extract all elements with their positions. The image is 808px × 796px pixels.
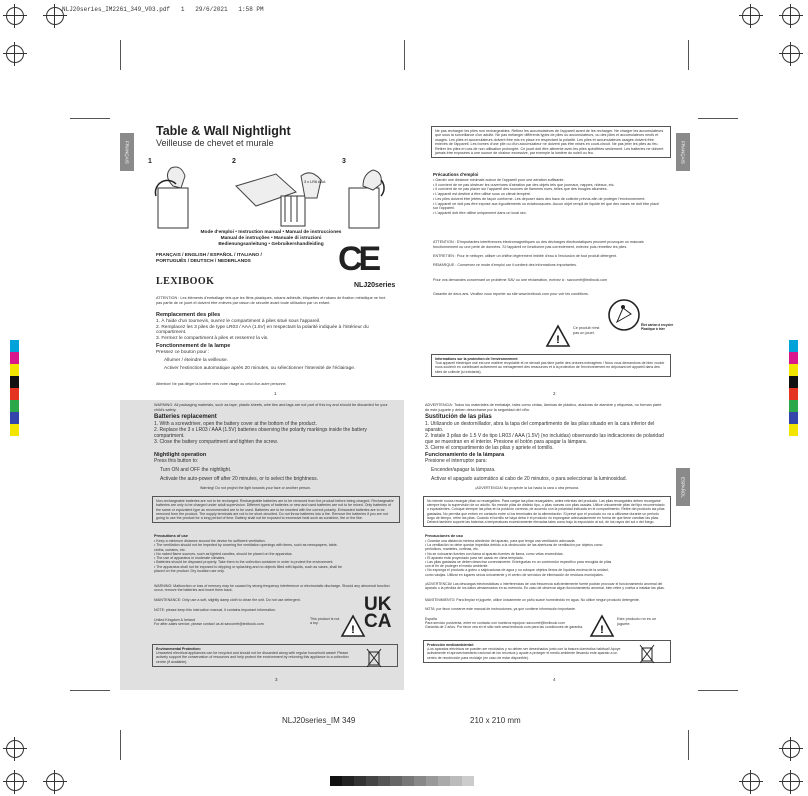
list-item: 2. Remplacez les 3 piles de type LR03 / AAA (1.5V) en respectant la polarité indiquée à l'intérieur du compartiment. [156,324,369,336]
fr-entretien: ENTRETIEN : Pour le nettoyer, utiliser un chiffon légèrement imbibé d'eau à l'exclusion de tout produit détergent. [433,254,617,258]
en-prec-title: Precautions of use [154,534,188,538]
list-item: • The apparatus shall not be exposed to dripping or splashing and no objects filled with liquids, such as vases, shall be placed on the product. Dry location use only. [154,564,342,574]
battery-label: 3 x LR6 AAA [304,180,326,184]
crop-mark [698,690,738,691]
list-item: • Il convient de ne pas placer sur l'appareil des sources de flammes nues, telles que des bougies allumées. [433,187,608,192]
list-item: Encender/apagar la lámpara. [431,467,496,473]
crop-mark [688,40,689,70]
en-battery-box: Non-rechargeable batteries are not to be recharged. Rechargeable batteries are to be removed from the product before being charged. Rechargeable batteries are only to be charged under adult supervision. Different types of batteries or new and used batteries are not to be mixed. Only batteries of the same or equivalent type as recommended are to be used. Batteries are to be inserted with the correct polarity. Exhausted batteries are to be removed from the product. The supply terminals are not to be short-circuited. Do not throw batteries into a fire. Remove the batteries if you are not going to use the product for a long period of time. Battery shall not be exposed to excessive heat such as sunshine, fire or the like. [152,496,400,523]
page-3-en [120,400,404,690]
list-item: 3. Cierre el compartimento de las pilas y apriete el tornillo. [425,445,554,451]
color-bar-right [789,340,798,436]
ukca-mark: UK CA [364,594,392,632]
fr-attention2: ATTENTION : D'importantes interférences électromagnétiques ou des décharges électrostatiques peuvent provoquer un mauvais fonctionnement ou une perte de données. Si l'appareil ne fonctionne pas correctement, enlevez puis remettez les piles. [433,240,644,249]
manual-languages [196,230,346,248]
fr-garantie: Garantie de deux ans. Veuillez vous reporter au site www.lexibook.com pour voir les conditions. [433,292,589,296]
footer-size: 210 x 210 mm [470,716,521,725]
list-item: • L'appareil ne doit pas être exposé aux égouttements ou éclaboussures. Aucun objet rempli de liquide tel que des vases ne doit être placé sur l'appareil. [433,201,660,211]
env-title: Protección medioambiental: [427,643,474,647]
warning-triangle-icon [545,324,571,348]
crop-mark [120,40,121,70]
en-not-toy-text: This product is not a toy. [310,617,340,626]
es-contact: España Para servicio postventa, entre en contacto con nuestros equipos: savcomfr@lexibook.com Garantía de 2 años. Por favor vea en el sitio web www.lexibook.com para las condiciones de garantía. [425,617,584,630]
brand-logo: LEXIBOOK [156,276,215,287]
page-title: Table & Wall Nightlight [156,124,291,138]
registration-mark-t1 [46,7,64,25]
step-number: 1 [148,158,152,165]
fr-recycle-text: Élet carton à recycler Plastique à trier [641,323,674,331]
es-batt-steps [425,421,670,451]
registration-mark-r2 [782,740,800,758]
file-header: NLJ20series_IM2261_349_V03.pdf 1 29/6/2021 1:58 PM [62,6,264,13]
crop-mark [688,730,689,760]
list-item: 2. Instale 3 pilas de 1.5 V de tipo LR03 / AAA (1.5V) (no incluidas) observando las indicaciones de polaridad que se muestran en el interior. Presione el botón para apagar la lámpara. [425,433,664,445]
list-item: 3. Close the battery compartment and tighten the screw. [154,439,278,445]
crop-mark [120,730,121,760]
crop-mark [698,118,738,119]
warning-triangle-icon [340,614,366,638]
env-text: ¡Los aparatos eléctricos se pueden ser reciclados y no deben ser desechados junto con la basura doméstica habitual! Apoye activamente el aprovechamiento racional de los recursos y ayude a proteger el medio ambiente llevando este aparato a un centro de recolección para reciclaje (en caso de estar disponible). [427,647,621,660]
env-text: Unwanted electrical appliances can be recycled and should not be discarded along with regular household waste! Please actively support the conservation of resources and help protect the environment by returning this appliance to a collection centre (if available). [156,651,349,664]
language-list [156,253,262,265]
list-item: 2. Replace the 3 x LR03 / AAA (1.5V) batteries observing the polarity markings inside the battery compartment. [154,427,367,439]
fr-precautions-list [433,178,663,216]
registration-mark-b2 [742,773,760,791]
en-warning2: WARNING: Malfunction or loss of memory may be caused by strong frequency interference or electrostatic discharge. Should any abnormal function occur, remove the batteries and insert them back. [154,584,390,593]
svg-text:!: ! [351,624,355,636]
en-warning-light: Warning! Do not project the light towards your face or another person. [200,486,311,490]
list-item: • L'appareil est destiné à être utilisé sous un climat tempéré. [433,192,532,197]
svg-text:!: ! [556,334,560,346]
es-battery-box: No intente nunca recargar pilas no recargables. Para cargar las pilas recargables, antes retírelas del producto. Las pilas recargables deben recargarse siempre bajo la supervisión de un adulto. No mezcle pilas de distinto tipo, o pilas nuevas con pilas usadas. Utilice únicamente pilas del tipo recomendado o equivalentes. Coloque siempre las pilas en la posición correcta, de acuerdo con la polaridad indicada en el compartimento. Retire del producto las pilas gastadas. No permita que entren en contacto entre sí los terminales de la alimentación. Si prevé que el producto no va a utilizarse durante un periodo largo de tiempo, retire las pilas. Cuando el tornillo se haya deba ir el producto no expóngase adecuadamente en forma de que tiene cambiar las pilas. Deberá también soporte las baterías a temperaturas excesivamente elevadas tales como bajo la exposición al sol, de los rayos del sol o del fuego. [423,496,671,527]
registration-mark-br [782,773,800,791]
fr-precautions-title: Précautions d'emploi [433,172,479,177]
list-item: Allumer / éteindre la veilleuse. [164,358,228,363]
color-bar-left [10,340,19,436]
list-item: • Il convient de ne pas obstruer les ouvertures d'aération par des objets tels que journaux, nappes, rideaux, etc. [433,182,615,187]
fr-contact: Pour vos demandes concernant un problème SAV ou une réclamation, écrivez à : savcomfr@lexibook.com [433,278,608,282]
page-number: 1 [274,391,277,396]
fr-attention-light: Attention! Ne pas diriger la lumière vers votre visage ou celui d'un autre personne. [156,382,287,386]
list-item: Activer l'extinction automatique après 20 minutes, ou sélectionner l'intensité de l'éclairage. [164,366,356,371]
env-title: Informations sur la protection de l'environnement [435,357,518,361]
en-contact: United Kingdom & Ireland For after-sales service, please contact us at savcomfr@lexibook.com [154,618,264,627]
crop-mark [70,118,110,119]
fr-attention: ATTENTION : Les éléments d'emballage tels que les films plastiques, rubans adhésifs, étiquettes et rubans de fixation métallique ne font pas partie de ce jouet et doivent être enlevés par raison de sécurité avant toute utilisation par un enfant. [156,296,386,305]
manual-line: Manual de instruções • Manuale di istruzioni [220,236,322,241]
gray-scale-bar [330,776,474,786]
step-number: 2 [232,158,236,165]
list-item: Activate the auto-power off after 20 minutes, or to select the brightness. [160,476,319,482]
step1-illustration [148,166,208,236]
list-item: • No naked flame sources, such as lighted candles, should be placed on the apparatus. [154,551,293,556]
es-batt-title: Sustitución de las pilas [425,414,492,420]
fr-batt-title: Remplacement des piles [156,312,221,318]
registration-mark-b1 [46,773,64,791]
model-name: NLJ20series [354,282,396,289]
list-item: 1. With a screwdriver, open the battery cover at the bottom of the product. [154,421,317,427]
es-prec-list [425,539,615,577]
en-env-box [152,644,398,667]
registration-mark-tr [782,7,800,25]
fr-batt-steps [156,319,392,341]
registration-mark-t2 [742,7,760,25]
registration-mark-l1 [6,45,24,63]
es-mantenimiento: MANTENIMIENTO: Para limpiar el juguete, utilice únicamente un paño suave humedecido en agua. No utilice ningún producto detergente. [425,598,640,602]
es-prec-title: Precauciones de uso [425,534,463,538]
crop-mark [404,40,405,70]
es-lamp-title: Funcionamiento de la lámpara [425,452,505,458]
en-op-items [160,466,390,484]
weee-bin-icon [366,648,382,668]
step2-illustration [231,166,331,236]
page-number: 4 [553,677,556,682]
list-item: 3. Fermez le compartiment à piles et resserrez la vis. [156,335,269,341]
list-item: Turn ON and OFF the nightlight. [160,467,232,473]
list-item: • The ventilation should not be impeded by covering the ventilation openings with items, such as newspapers, table-cloths, curtains, etc. [154,543,338,552]
en-op-intro: Press this button to: [154,458,199,464]
es-lamp-intro: Presione el interruptor para: [425,458,487,464]
weee-bin-icon [639,644,655,664]
list-item: 1. Utilizando un destornillador, abra la tapa del compartimento de las pilas situado en la cara inferior del aparato. [425,421,655,433]
es-advert: ADVERTENCIA: Todos los materiales de embalaje, tales como cintas, láminas de plástico, ataduras de alambre y etiquetas, no forman parte de este juguete y deben desecharse por la seguridad del niño. [425,403,662,412]
list-item: • No se colocarán fuentes con llama al aparato fuentes de llama, como velas encendidas. [425,551,564,556]
es-env-box [423,640,671,663]
list-item: • El aparato está proyectado para ser usado en clima templado. [425,555,524,560]
es-advert2: ¡ADVERTENCIA! Las descargas electrostáticas o interferencias de una frecuencia suficientemente fuerte podrán provocar el funcionamiento anormal del aparato o la pérdida de los datos almacenados en su memoria. En caso de observar algún funcionamiento anormal, bien retire y vuelva a instalar las pilas. [425,582,665,591]
manual-line: Mode d'emploi • Instruction manual • Manual de instrucciones [200,230,342,235]
language-line: PORTUGUÊS / DEUTSCH / NEDERLANDS [156,259,251,264]
en-op-title: Nightlight operation [154,452,207,458]
recycle-sort-icon [607,298,641,332]
svg-text:!: ! [600,624,604,636]
registration-mark-tl [6,7,24,25]
en-batt-steps [154,421,394,445]
page-1-cover [136,118,404,400]
es-advert-light: ¡ADVERTENCIA! No proyecte la luz hacia la cara u otra persona. [475,486,579,490]
registration-mark-r1 [782,45,800,63]
fr-remarque: REMARQUE : Conservez ce mode d'emploi car il contient des informations importantes. [433,263,577,267]
page-number: 2 [553,391,556,396]
tab-francais-right: FRANÇAIS [676,133,690,171]
registration-mark-l2 [6,740,24,758]
es-nota: NOTA: por favor conserve este manual de instrucciones, ya que contiene información importante. [425,607,576,611]
list-item: • Garder une distance minimale autour de l'appareil pour une aération suffisante. [433,178,565,182]
en-maintenance: MAINTENANCE: Only use a soft, slightly damp cloth to clean the unit. Do not use detergent. [154,598,301,602]
list-item: • Guardar una distancia mínima alrededor del aparato, para que tenga una ventilación adecuada. [425,539,576,543]
tab-francais-left: FRANÇAIS [120,133,134,171]
env-title: Environmental Protection: [156,647,201,651]
list-item: • The use of apparatus in moderate climates. [154,556,226,561]
crop-mark [70,690,110,691]
manual-line: Bedienungsanleitung • Gebruikershandleiding [218,242,324,247]
en-warning: WARNING: All packaging materials, such as tape, plastic sheets, wire ties and tags are not part of this toy and should be discarded for your child's safety. [154,403,388,412]
step-number: 3 [342,158,346,165]
list-item: • Les piles doivent être jetées de façon conforme. Les déposer dans des bacs de collecte prévus afin de protéger l'environnement. [433,196,646,201]
en-prec-list [154,539,344,573]
page-number: 3 [275,677,278,682]
en-note: NOTE: please keep this instruction manual, it contains important information. [154,608,277,612]
es-lamp-items [431,466,671,484]
fr-lamp-title: Fonctionnement de la lampe [156,343,231,349]
page-subtitle: Veilleuse de chevet et murale [156,138,274,148]
list-item: • Las pilas gastadas se deben desechar correctamente. Entréguelas en un contenedor específico para recogida de pilas con el fin de proteger el medio ambiente. [425,560,612,569]
page-2-fr [405,118,675,400]
list-item: 1. À l'aide d'un tournevis, ouvrez le compartiment à piles situé sous l'appareil. [156,319,321,324]
list-item: • Batteries should be disposed properly. Take them to the collection container in order to protect the environment. [154,560,334,565]
env-text: Tout appareil électrique usé est une matière recyclable et ne devrait pas faire partie des ordures ménagères ! Nous vous demandons de bien vouloir nous soutenir en contribuant activement au ménagement des ressources et à la protection de l'environnement en déposant cet appareil dans des sites de collecte (si existants). [435,361,665,374]
fr-battery-warning: Ne pas recharger les piles non rechargeables. Retirez les accumulateurs de l'appareil avant de les recharger. Ne charger les accumulateurs que sous la surveillance d'un adulte. Ne pas mélanger différents types de piles ou accumulateurs, ou des piles et accumulateurs neufs et usagés. Les piles et accumulateurs doivent être mis en place en respectant la polarité. Les piles et accumulateurs usagés doivent être enlevés de l'appareil. Les bornes d'une pile ou d'un accumulateur ne doivent pas être mises en court-circuit. Ne pas jeter les piles au feu. Retirer les piles en cas de non utilisation prolongée. Ce jouet doit être alimenté avec les piles spécifiées seulement. Les batteries ne doivent jamais être exposées à une source de chaleur excessive, par exemple la lumière du soleil ou feu. [431,126,671,158]
list-item: • La ventilación no debe quedar impedida debido a la obstrucción de las aberturas de ventilación por objetos como periódicos, manteles, cortinas, etc. [425,543,603,552]
es-not-toy: Este producto no es un juguete. [617,617,657,626]
registration-mark-bl [6,773,24,791]
page-4-es [405,400,675,690]
fr-lamp-items [164,357,394,373]
footer-job: NLJ20series_IM 349 [282,716,356,725]
list-item: Activar el apagado automático al cabo de 20 minutos, o para seleccionar la luminosidad. [431,476,627,482]
list-item: • No exponga el producto a goteo o salpicaduras de agua y no coloque objetos llenos de líquidos encima de la unidad, como vasijas. Utilizar en lugares secos únicamente y el centro de servicios de eliminación de residuos municipales. [425,568,609,577]
language-line: FRANÇAIS / ENGLISH / ESPAÑOL / ITALIANO / [156,253,262,258]
warning-triangle-icon [589,614,615,638]
fr-not-toy: Ce produit n'est pas un jouet. [573,326,600,335]
fr-env-box [431,354,671,377]
ce-mark: CE [338,240,378,278]
fr-lamp-intro: Pressez ce bouton pour : [156,350,210,355]
tab-espanol: ESPAÑOL [676,468,690,506]
list-item: • L'appareil doit être utilisé uniquement dans un local sec. [433,210,527,215]
step3-illustration [341,166,401,236]
en-batt-title: Batteries replacement [154,414,217,420]
list-item: • Keep a minimum distance around the device for sufficient ventilation. [154,539,266,543]
